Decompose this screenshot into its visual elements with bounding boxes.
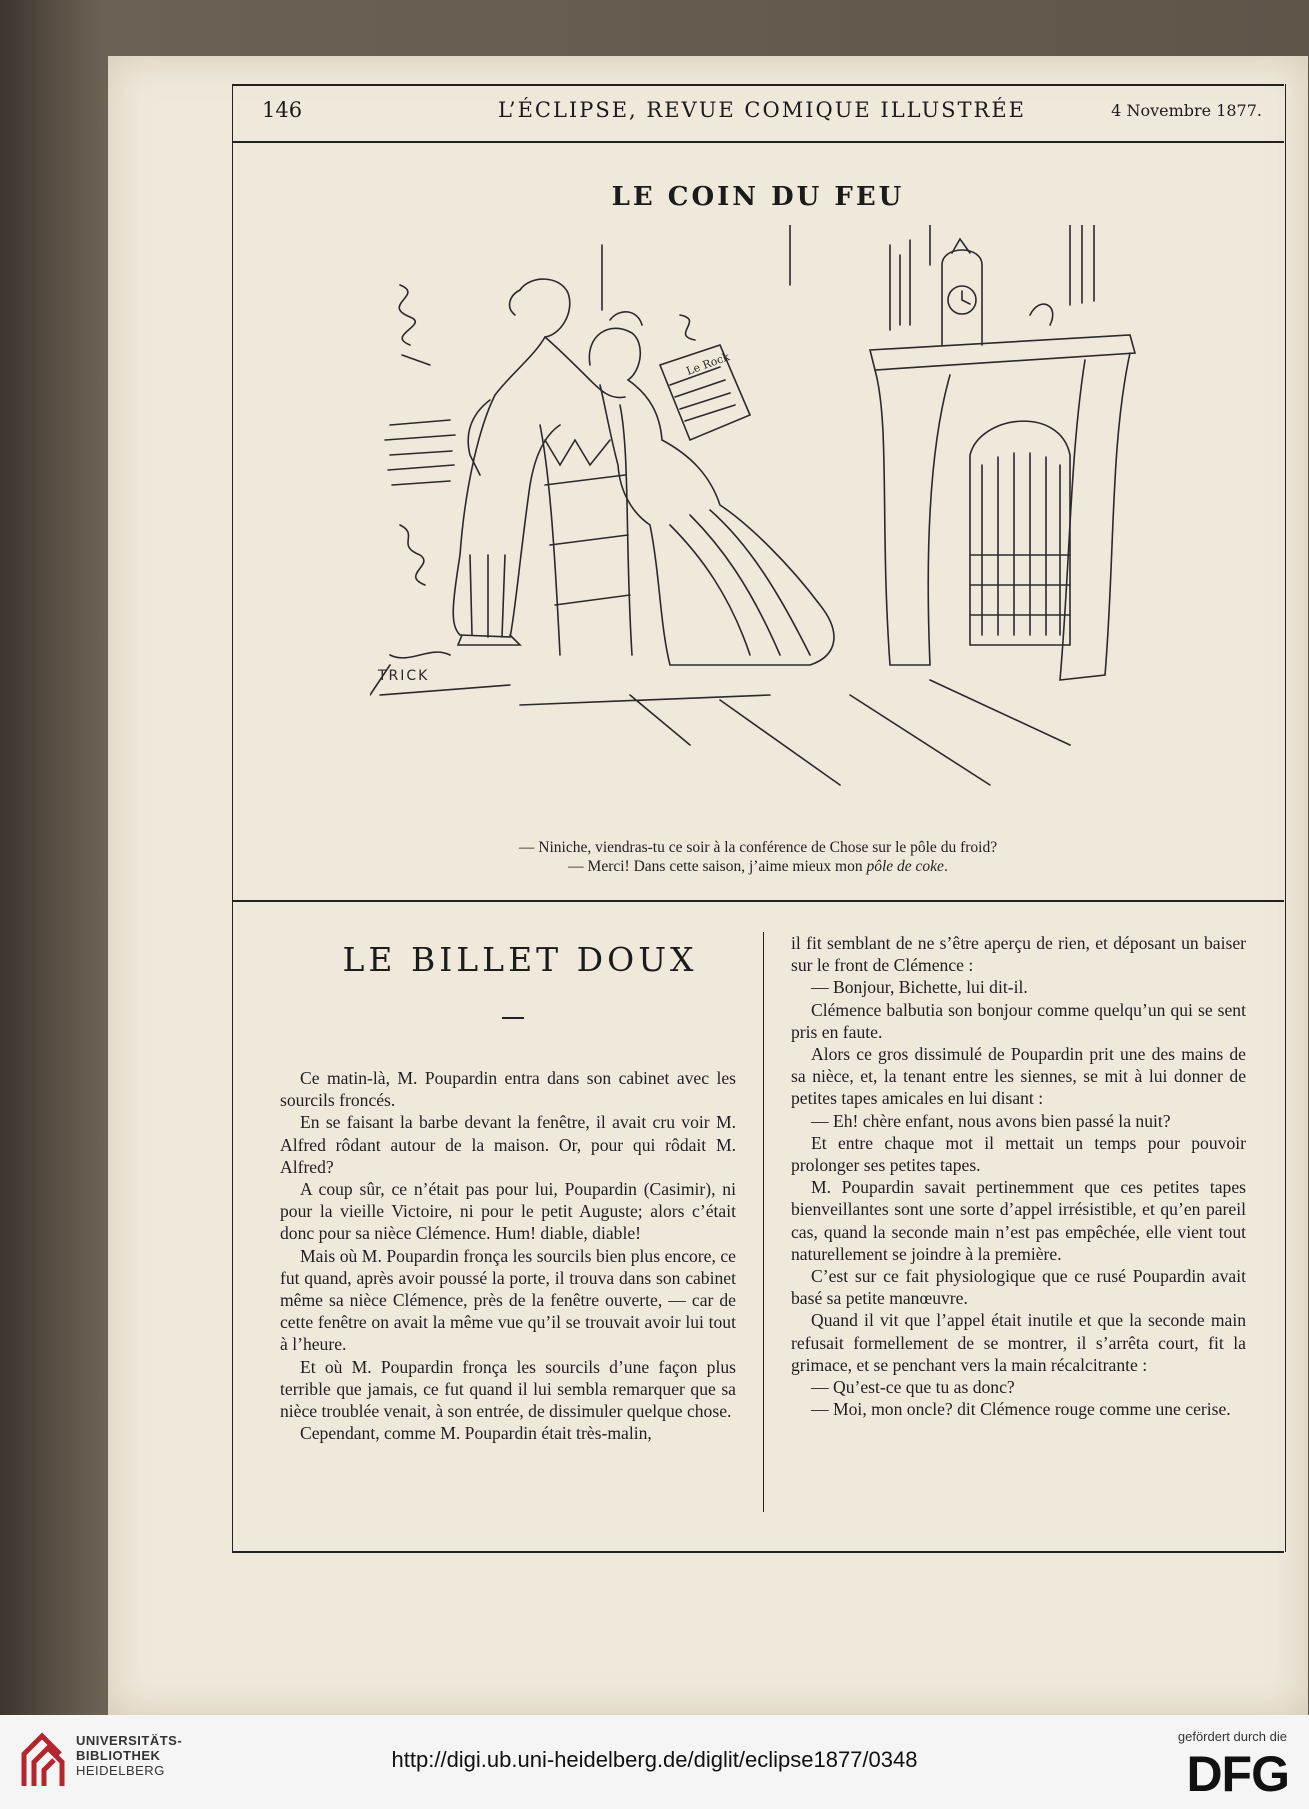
- paragraph: C’est sur ce fait physiologique que ce rusé Poupardin avait basé sa petite manœuvre.: [791, 1266, 1246, 1309]
- woman-figure: [589, 328, 834, 665]
- article-column-1: [280, 1067, 736, 1444]
- paragraph: En se faisant la barbe devant la fenêtre, il avait cru voir M. Alfred rôdant autour de la maison. Or, pour qui rôdait M. Alfred?: [280, 1112, 736, 1177]
- fireplace-opening: [970, 421, 1070, 645]
- paragraph: Ce matin-là, M. Poupardin entra dans son cabinet avec les sourcils froncés.: [280, 1068, 736, 1111]
- mantel-top: [870, 335, 1135, 370]
- artist-signature: TRICK: [378, 668, 430, 684]
- paragraph: A coup sûr, ce n’était pas pour lui, Poupardin (Casimir), ni pour la vieille Victoire, ni pour le petit Auguste; alors c’était donc pour sa nièce Clémence. Hum! diable, diable!: [280, 1179, 736, 1244]
- article-title: LE BILLET DOUX: [342, 940, 698, 979]
- chair: [540, 405, 632, 655]
- newspaper-text: Le Rock: [684, 350, 732, 378]
- fireside-illustration: [370, 225, 1150, 805]
- issue-date: 4 Novembre 1877.: [1111, 101, 1262, 120]
- viewer-footer: [0, 1715, 1309, 1809]
- journal-title: L’ÉCLIPSE, REVUE COMIQUE ILLUSTRÉE: [497, 98, 1027, 122]
- page-rule-bottom: [232, 1551, 1284, 1553]
- library-name[interactable]: UNIVERSITÄTS- BIBLIOTHEK HEIDELBERG: [76, 1733, 183, 1778]
- caption-line-2: — Merci! Dans cette saison, j’aime mieux mon pôle de coke.: [568, 858, 948, 875]
- paragraph: Quand il vit que l’appel était inutile et que la seconde main refusait formellement de se montrer, il s’arrêta court, fit la grimace, et se penchant vers la main récalcitrante :: [791, 1310, 1246, 1375]
- dfg-logo[interactable]: DFG: [1186, 1746, 1289, 1802]
- paragraph: — Moi, mon oncle? dit Clémence rouge comme une cerise.: [811, 1399, 1231, 1420]
- paragraph: Cependant, comme M. Poupardin était très-malin,: [300, 1423, 652, 1444]
- running-header: [262, 98, 1262, 128]
- funded-by-label: gefördert durch die: [1177, 1729, 1287, 1744]
- cartoon-caption: [232, 838, 1284, 876]
- header-rule-bottom: [232, 141, 1284, 143]
- header-rule-top: [232, 84, 1284, 86]
- paragraph: — Qu’est-ce que tu as donc?: [811, 1377, 1015, 1398]
- caption-line-1: — Niniche, viendras-tu ce soir à la conférence de Chose sur le pôle du froid?: [518, 839, 998, 856]
- permalink-url[interactable]: http://digi.ub.uni-heidelberg.de/diglit/eclipse1877/0348: [391, 1747, 918, 1772]
- paragraph: Alors ce gros dissimulé de Poupardin prit une des mains de sa nièce, et, la tenant entre les siennes, se mit à lui donner de petites tapes amicales en lui disant :: [791, 1044, 1246, 1109]
- paragraph: — Bonjour, Bichette, lui dit-il.: [811, 977, 1028, 998]
- paragraph: Et entre chaque mot il mettait un temps pour pouvoir prolonger ses petites tapes.: [791, 1132, 1246, 1176]
- page-number: 146: [262, 98, 303, 122]
- article-column-2: [791, 932, 1246, 1420]
- caption-italic: pôle de coke: [866, 858, 944, 875]
- paragraph: Mais où M. Poupardin fronça les sourcils bien plus encore, ce fut quand, après avoir poussé la porte, il trouva dans son cabinet même sa nièce Clémence, près de la fenêtre ouverte, — car de cette fenêtre on avait la même vue qu’il se trouvait avoir lui tout à l’heure.: [280, 1245, 736, 1355]
- paragraph: Et où M. Poupardin fronça les sourcils d’une façon plus terrible que jamais, ce fut quand il lui sembla remarquer que sa nièce troublée venait, à son entrée, de dissimuler quelque chose.: [280, 1356, 736, 1422]
- cartoon-rule-bottom: [232, 900, 1284, 902]
- paragraph: M. Poupardin savait pertinemment que ces petites tapes bienveillantes sont une sorte d’appel irrésistible, et qu’en pareil cas, quand la seconde main n’est pas empêchée, elle vient tout naturellement se joindre à la première.: [791, 1177, 1246, 1264]
- column-divider: [763, 932, 764, 1512]
- paragraph: Clémence balbutia son bonjour comme quelqu’un qui se sent pris en faute.: [791, 999, 1246, 1042]
- title-dash: [502, 1017, 524, 1019]
- paragraph: il fit semblant de ne s’être aperçu de rien, et déposant un baiser sur le front de Clémence :: [791, 933, 1246, 976]
- mantel-front: [875, 370, 950, 665]
- cartoon-title: LE COIN DU FEU: [611, 182, 905, 212]
- paragraph: — Eh! chère enfant, nous avons bien passé la nuit?: [811, 1110, 1171, 1131]
